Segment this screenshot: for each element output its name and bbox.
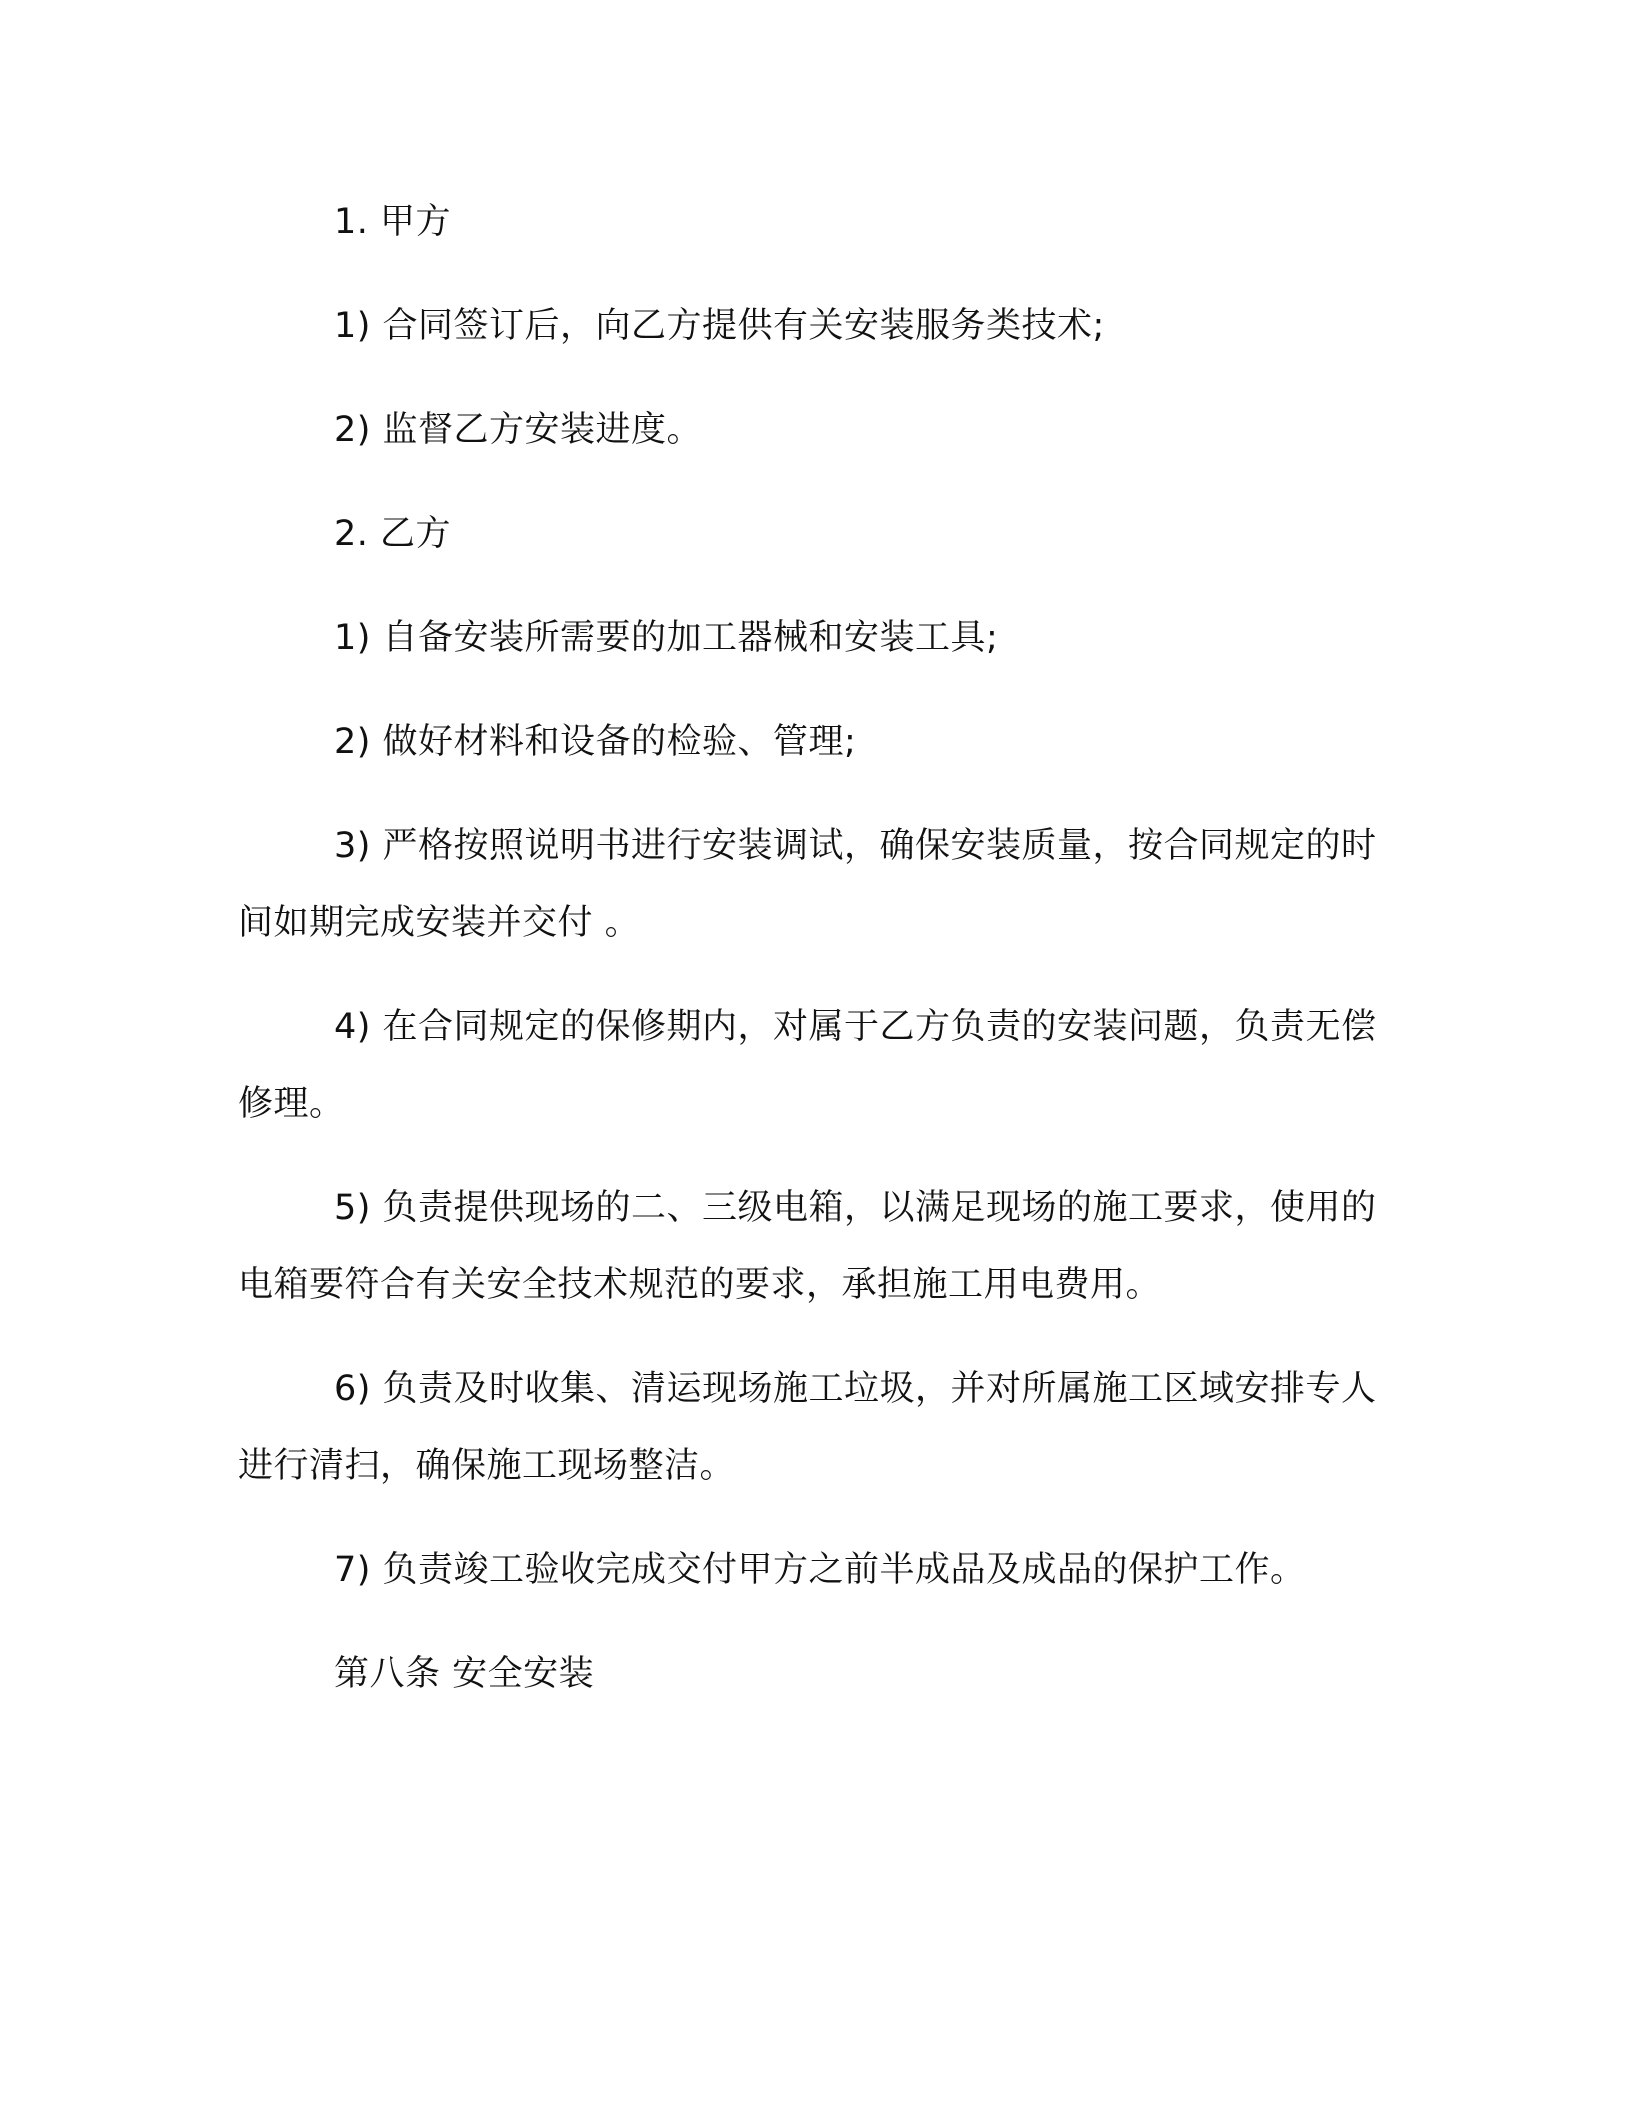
party-a-item-1: 1) 合同签订后，向乙方提供有关安装服务类技术; [334, 306, 1105, 346]
party-b-item-2: 2) 做好材料和设备的检验、管理; [334, 722, 857, 762]
document-body [238, 184, 1392, 1740]
article-eight-heading: 第八条 安全安装 [334, 1654, 595, 1694]
party-b-item-5: 5) 负责提供现场的二、三级电箱，以满足现场的施工要求，使用的电箱要符合有关安全技术规范的要求，承担施工用电费用。 [238, 1188, 1377, 1305]
party-b-item-7: 7) 负责竣工验收完成交付甲方之前半成品及成品的保护工作。 [334, 1550, 1306, 1590]
section-heading-party-a: 1. 甲方 [334, 202, 452, 242]
party-a-item-2: 2) 监督乙方安装进度。 [334, 410, 703, 450]
party-b-item-4: 4) 在合同规定的保修期内，对属于乙方负责的安装问题，负责无偿修理。 [238, 1007, 1377, 1124]
party-b-item-6: 6) 负责及时收集、清运现场施工垃圾，并对所属施工区域安排专人进行清扫，确保施工现场整洁。 [238, 1369, 1377, 1486]
party-b-item-3: 3) 严格按照说明书进行安装调试，确保安装质量，按合同规定的时间如期完成安装并交付 。 [238, 826, 1377, 943]
party-b-item-1: 1) 自备安装所需要的加工器械和安装工具; [334, 618, 999, 658]
section-heading-party-b: 2. 乙方 [334, 514, 452, 554]
